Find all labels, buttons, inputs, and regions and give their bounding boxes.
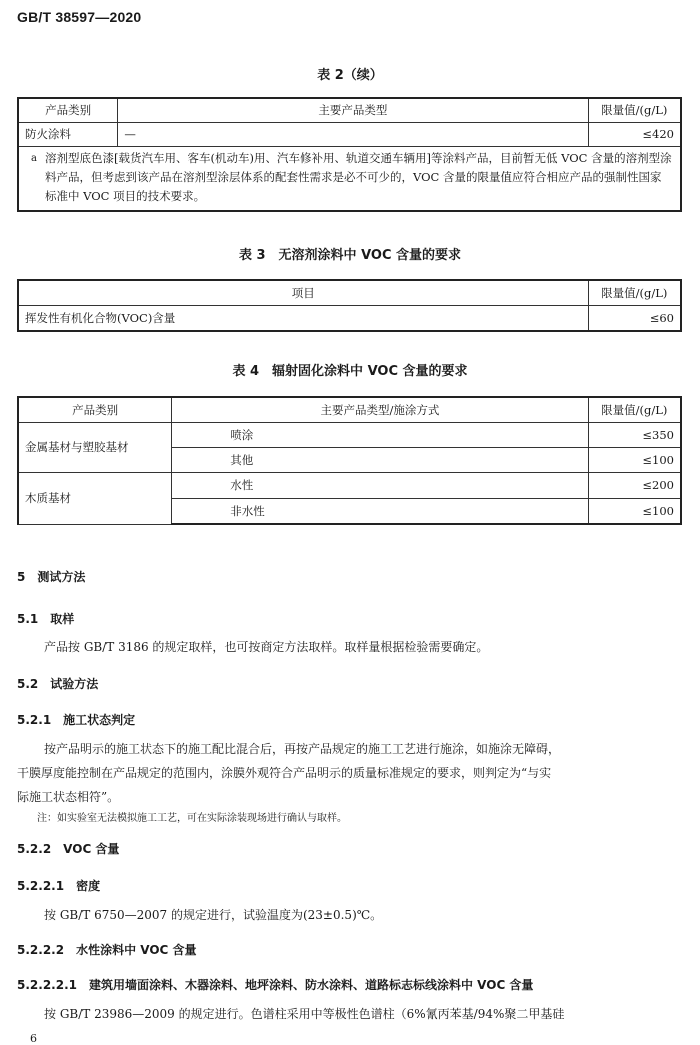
table2-caption: 表 2（续） xyxy=(317,68,383,83)
table2-cell-limit: ≤420 xyxy=(588,122,681,146)
table4-type-non-waterborne: 非水性 xyxy=(172,498,588,524)
section-5-2-1-paragraph-line2: 干膜厚度能控制在产品规定的范围内，涂膜外观符合产品明示的质量标准规定的要求，则判定为“与实 xyxy=(17,766,552,780)
footnote-marker: a xyxy=(31,152,37,164)
table2-header-type: 主要产品类型 xyxy=(118,98,588,122)
section-5-2-2-heading: 5.2.2 VOC 含量 xyxy=(17,842,120,856)
table2-footnote xyxy=(18,146,681,211)
table3-header-item: 项目 xyxy=(18,280,588,305)
table3-cell-item: 挥发性有机化合物(VOC)含量 xyxy=(18,305,588,331)
table4-type-spray: 喷涂 xyxy=(172,422,588,447)
section-5-2-1-paragraph-line1: 按产品明示的施工状态下的施工配比混合后，再按产品规定的施工工艺进行施涂，如施涂无障碍， xyxy=(44,742,561,756)
table4-limit-non-waterborne: ≤100 xyxy=(588,498,681,524)
table4-limit-waterborne: ≤200 xyxy=(588,472,681,498)
table4-category-metal-plastic: 金属基材与塑胶基材 xyxy=(18,422,172,472)
section-5-2-2-2-1-paragraph: 按 GB/T 23986—2009 的规定进行。色谱柱采用中等极性色谱柱（6%氰丙苯基/94%聚二甲基硅 xyxy=(44,1007,565,1021)
table2 xyxy=(17,97,682,212)
table4-type-waterborne: 水性 xyxy=(172,472,588,498)
table4-header-limit: 限量值/(g/L) xyxy=(588,397,681,422)
section-5-1-heading: 5.1 取样 xyxy=(17,612,75,626)
section-5-1-paragraph: 产品按 GB/T 3186 的规定取样，也可按商定方法取样。取样量根据检验需要确定。 xyxy=(44,640,489,654)
footnote-text: 溶剂型底色漆[载货汽车用、客车(机动车)用、汽车修补用、轨道交通车辆用]等涂料产品，目前暂无低 VOC 含量的溶剂型涂料产品，但考虑到该产品在溶剂型涂层体系的配套性需求是必不可少的，VOC 含量的限量值应符合相应产品的强制性国家标准中 VOC 项目的技术要求。 xyxy=(45,150,672,203)
table2-cell-category: 防火涂料 xyxy=(18,122,118,146)
table3-header-limit: 限量值/(g/L) xyxy=(588,280,681,305)
table4-header-category: 产品类别 xyxy=(18,397,172,422)
table2-cell-type: — xyxy=(118,122,588,146)
section-5-2-2-2-heading: 5.2.2.2 水性涂料中 VOC 含量 xyxy=(17,943,197,957)
table3-cell-limit: ≤60 xyxy=(588,305,681,331)
section-5-2-2-1-paragraph: 按 GB/T 6750—2007 的规定进行，试验温度为(23±0.5)℃。 xyxy=(44,908,383,922)
table2-header-category: 产品类别 xyxy=(18,98,118,122)
table4-category-wood: 木质基材 xyxy=(18,472,172,524)
section-5-2-2-2-1-heading: 5.2.2.2.1 建筑用墙面涂料、木器涂料、地坪涂料、防水涂料、道路标志标线涂料中 VOC 含量 xyxy=(17,978,534,992)
table3 xyxy=(17,279,682,332)
section-5-2-1-heading: 5.2.1 施工状态判定 xyxy=(17,713,136,727)
table4-header-type: 主要产品类型/施涂方式 xyxy=(172,397,588,422)
section-5-heading: 5 测试方法 xyxy=(17,570,86,584)
table4-caption: 表 4 辐射固化涂料中 VOC 含量的要求 xyxy=(232,364,468,379)
table4-type-other: 其他 xyxy=(172,447,588,472)
table4-limit-spray: ≤350 xyxy=(588,422,681,447)
table4 xyxy=(17,396,682,525)
page-number: 6 xyxy=(30,1032,37,1045)
section-5-2-heading: 5.2 试验方法 xyxy=(17,677,99,691)
standard-number: GB/T 38597—2020 xyxy=(17,9,142,25)
table2-header-limit: 限量值/(g/L) xyxy=(588,98,681,122)
section-5-2-2-1-heading: 5.2.2.1 密度 xyxy=(17,879,101,893)
section-5-2-1-paragraph-line3: 际施工状态相符”。 xyxy=(17,790,120,804)
table4-limit-other: ≤100 xyxy=(588,447,681,472)
section-5-2-1-note: 注：如实验室无法模拟施工工艺，可在实际涂装现场进行确认与取样。 xyxy=(37,813,347,824)
table3-caption: 表 3 无溶剂涂料中 VOC 含量的要求 xyxy=(238,248,462,263)
